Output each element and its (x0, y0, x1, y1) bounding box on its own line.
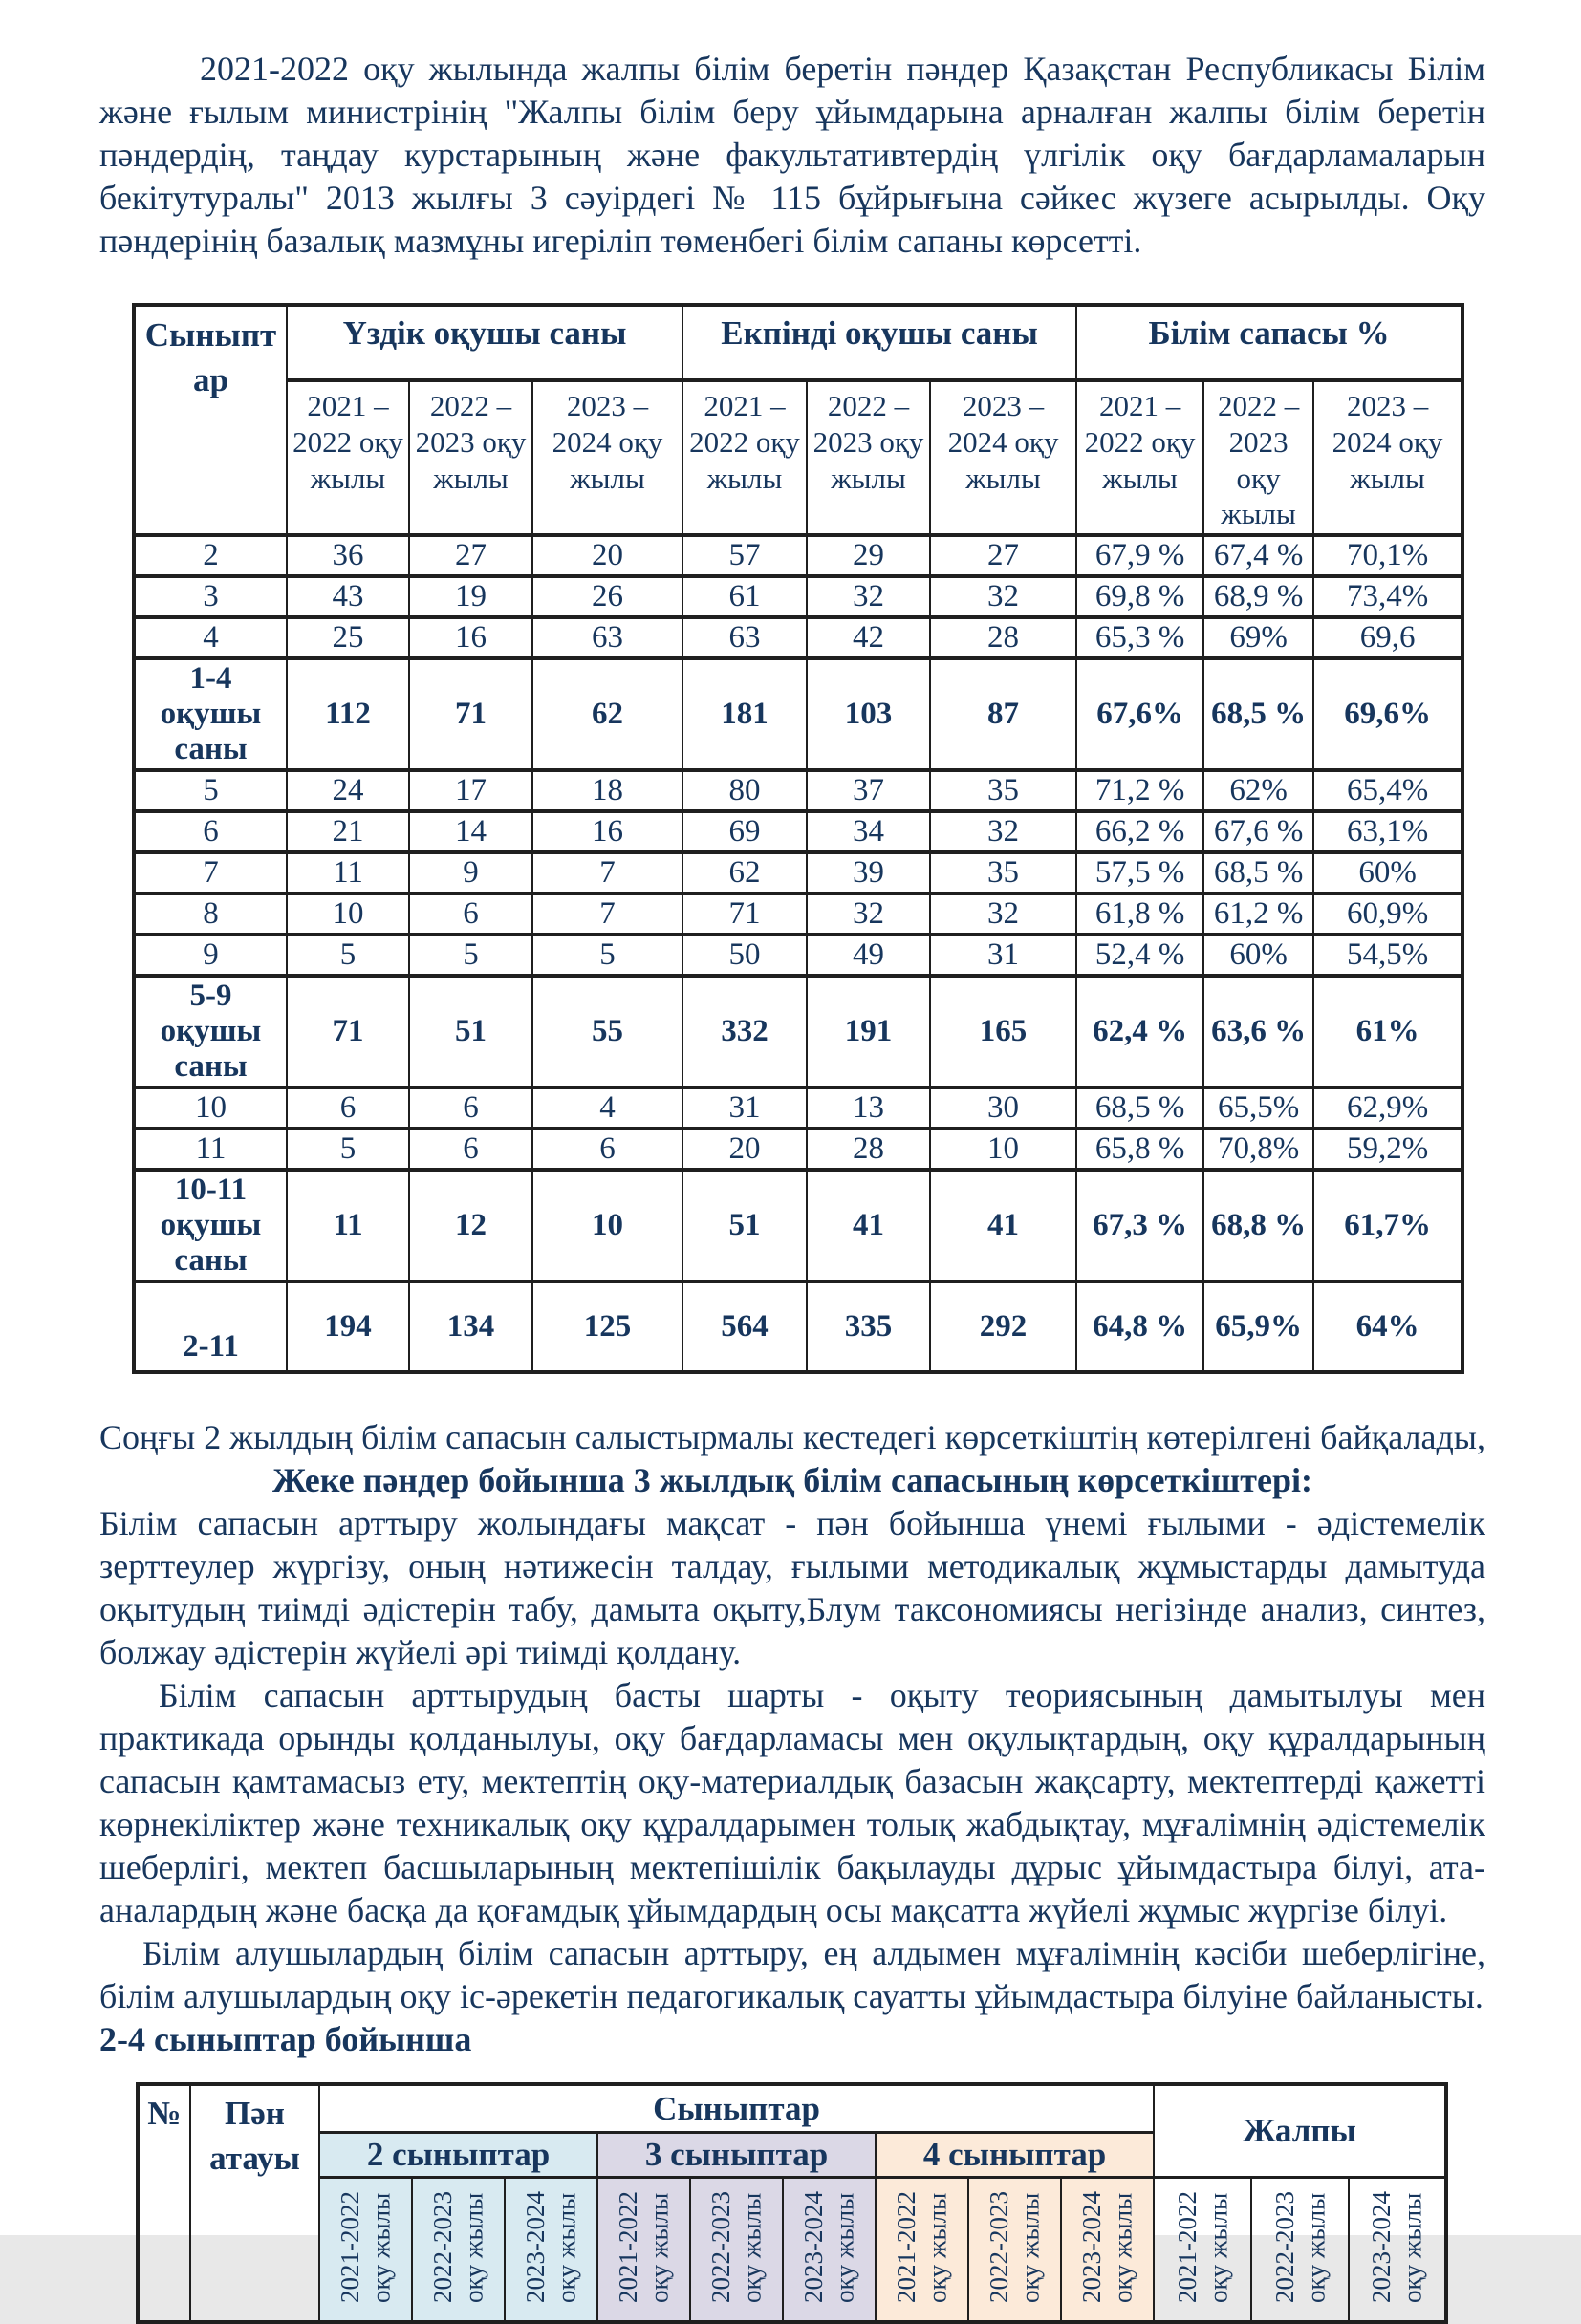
cell-value: 11 (287, 852, 409, 893)
cell-value: 32 (807, 576, 930, 617)
cell-value: 9 (409, 852, 532, 893)
table-row (134, 1087, 1462, 1129)
cell-value: 10 (930, 1129, 1076, 1170)
cell-value: 62% (1203, 770, 1313, 811)
cell-value: 41 (807, 1170, 930, 1281)
cell-value: 80 (682, 770, 807, 811)
cell-value: 69% (1203, 617, 1313, 658)
cell-value: 66,2 % (1076, 811, 1203, 852)
cell-value: 17 (409, 770, 532, 811)
cell-value: 35 (930, 852, 1076, 893)
vertical-year-header: 2022-2023 оқу жылы (1251, 2178, 1349, 2323)
class-column-header: Сыныптар (134, 305, 287, 535)
cell-value: 62 (532, 658, 682, 770)
vertical-year-header: 2022-2023 оқу жылы (968, 2178, 1061, 2323)
cell-value: 26 (532, 576, 682, 617)
table-row (134, 617, 1462, 658)
cell-value: 70,8% (1203, 1129, 1313, 1170)
cell-value: 29 (807, 535, 930, 576)
table-row (134, 811, 1462, 852)
teacher-paragraph: Білім алушылардың білім сапасын арттыру, ең алдымен мұғалімнің кәсіби шеберлігіне, білім алушылардың оқу іс-әрекетін педагогикалық сауатты ұйымдастыра білуіне байланысты. (99, 1933, 1485, 2015)
cell-value: 68,5 % (1203, 852, 1313, 893)
table-row (134, 770, 1462, 811)
year-header: 2021 – 2022 оқу жылы (682, 380, 807, 535)
class-group-header: 3 сыныптар (597, 2133, 876, 2178)
cell-value: 14 (409, 811, 532, 852)
cell-value: 6 (287, 1087, 409, 1129)
cell-value: 63,6 % (1203, 976, 1313, 1087)
cell-value: 19 (409, 576, 532, 617)
cell-value: 6 (409, 1129, 532, 1170)
cell-value: 31 (930, 935, 1076, 976)
table-row (134, 576, 1462, 617)
cell-value: 51 (682, 1170, 807, 1281)
table-row (134, 1170, 1462, 1281)
intro-paragraph: 2021-2022 оқу жылында жалпы білім беретін пәндер Қазақстан Республикасы Білім және ғылым министрінің "Жалпы білім беру ұйымдарына арналған жалпы білім беретін пәндердің, таңдау курстарының және факультативтердің үлгілік оқу бағдарламаларын бекітутуралы" 2013 жылғы 3 сәуірдегі № 115 бұйрығына сәйкес жүзеге асырылды. Оқу пәндерінің базалық мазмұны игеріліп төменбегі білім сапаны көрсетті. (99, 50, 1485, 260)
after-table-line: Соңғы 2 жылдың білім сапасын салыстырмалы кестедегі көрсеткіштің көтерілгені байқалады, (99, 1417, 1485, 1456)
cell-value: 35 (930, 770, 1076, 811)
cell-value: 7 (532, 852, 682, 893)
cell-value: 43 (287, 576, 409, 617)
vertical-year-header: 2022-2023 оқу жылы (412, 2178, 505, 2323)
cell-value: 52,4 % (1076, 935, 1203, 976)
row-label: 2-11 (134, 1281, 287, 1372)
cell-value: 292 (930, 1281, 1076, 1372)
cell-value: 60,9% (1313, 893, 1462, 935)
row-label: 3 (134, 576, 287, 617)
cell-value: 69,6% (1313, 658, 1462, 770)
cell-value: 13 (807, 1087, 930, 1129)
row-label: 6 (134, 811, 287, 852)
row-label: 1-4 оқушы саны (134, 658, 287, 770)
cell-value: 67,6 % (1203, 811, 1313, 852)
cell-value: 55 (532, 976, 682, 1087)
cell-value: 112 (287, 658, 409, 770)
subject-column-header: Пән атауы (190, 2084, 319, 2322)
vertical-year-header: 2022-2023 оқу жылы (690, 2178, 783, 2323)
cell-value: 63 (682, 617, 807, 658)
cell-value: 65,9% (1203, 1281, 1313, 1372)
vertical-year-header: 2023-2024 оқу жылы (783, 2178, 876, 2323)
cell-value: 61,8 % (1076, 893, 1203, 935)
table-row (134, 893, 1462, 935)
cell-value: 69,6 (1313, 617, 1462, 658)
cell-value: 134 (409, 1281, 532, 1372)
cell-value: 32 (930, 811, 1076, 852)
condition-paragraph: Білім сапасын арттырудың басты шарты - оқыту теориясының дамытылуы мен практикада орынды қолданылуы, оқу бағдарламасы мен оқулықтардың, оқу құралдарының сапасын қамтамасыз ету, мектептің оқу-материалдық базасын жақсарту, мектептерді қажетті көрнекіліктер және техникалық оқу құралдарымен толық жабдықтау, мұғалімнің әдістемелік шеберлігі, мектеп басшыларының мектепішілік бақылауды дұрыс ұйымдастыра білуі, ата-аналардың және басқа да қоғамдық ұйымдардың осы мақсатта жүйелі жұмыс жүргізе білуі. (99, 1675, 1485, 1929)
cell-value: 6 (532, 1129, 682, 1170)
cell-value: 62 (682, 852, 807, 893)
cell-value: 332 (682, 976, 807, 1087)
t1-year-row (134, 380, 1462, 535)
cell-value: 20 (532, 535, 682, 576)
cell-value: 125 (532, 1281, 682, 1372)
year-header: 2022 – 2023 оқу жылы (807, 380, 930, 535)
cell-value: 41 (930, 1170, 1076, 1281)
cell-value: 61,7% (1313, 1170, 1462, 1281)
cell-value: 61% (1313, 976, 1462, 1087)
cell-value: 50 (682, 935, 807, 976)
quality-summary-table (132, 303, 1464, 1374)
cell-value: 28 (807, 1129, 930, 1170)
cell-value: 65,8 % (1076, 1129, 1203, 1170)
total-group-header: Жалпы (1154, 2084, 1446, 2178)
cell-value: 62,9% (1313, 1087, 1462, 1129)
cell-value: 27 (930, 535, 1076, 576)
cell-value: 564 (682, 1281, 807, 1372)
cell-value: 68,9 % (1203, 576, 1313, 617)
table-row (134, 658, 1462, 770)
cell-value: 71 (409, 658, 532, 770)
cell-value: 5 (409, 935, 532, 976)
cell-value: 70,1% (1313, 535, 1462, 576)
cell-value: 65,5% (1203, 1087, 1313, 1129)
subject-heading: Жеке пәндер бойынша 3 жылдық білім сапасының көрсеткіштері: (272, 1460, 1312, 1499)
cell-value: 103 (807, 658, 930, 770)
cell-value: 51 (409, 976, 532, 1087)
year-header: 2023 – 2024 оқу жылы (1313, 380, 1462, 535)
cell-value: 27 (409, 535, 532, 576)
cell-value: 61,2 % (1203, 893, 1313, 935)
t2-year-row (138, 2178, 1446, 2323)
class-group-header: 2 сыныптар (319, 2133, 597, 2178)
cell-value: 65,3 % (1076, 617, 1203, 658)
cell-value: 63 (532, 617, 682, 658)
cell-value: 5 (287, 935, 409, 976)
cell-value: 10 (287, 893, 409, 935)
t1-body (134, 535, 1462, 1372)
cell-value: 61 (682, 576, 807, 617)
cell-value: 42 (807, 617, 930, 658)
cell-value: 64% (1313, 1281, 1462, 1372)
cell-value: 69,8 % (1076, 576, 1203, 617)
cell-value: 25 (287, 617, 409, 658)
cell-value: 4 (532, 1087, 682, 1129)
row-label: 8 (134, 893, 287, 935)
cell-value: 32 (930, 893, 1076, 935)
row-label: 2 (134, 535, 287, 576)
cell-value: 7 (532, 893, 682, 935)
table-row (134, 1129, 1462, 1170)
year-header: 2021 – 2022 оқу жылы (1076, 380, 1203, 535)
vertical-year-header: 2023-2024 оқу жылы (505, 2178, 597, 2323)
goal-paragraph: Білім сапасын арттыру жолындағы мақсат - пән бойынша үнемі ғылыми - әдістемелік зерттеулер жүргізу, оның нәтижесін талдау, ғылыми методикалық жұмыстарды дамытуда оқытудың тиімді әдістерін табу, дамыта оқыту,Блум таксономиясы негізінде анализ, синтез, болжау әдістерін жүйелі әрі тиімді қолдану. (99, 1503, 1485, 1671)
cell-value: 12 (409, 1170, 532, 1281)
row-label: 5-9 оқушы саны (134, 976, 287, 1087)
cell-value: 11 (287, 1170, 409, 1281)
cell-value: 49 (807, 935, 930, 976)
vertical-year-header: 2023-2024 оқу жылы (1061, 2178, 1154, 2323)
row-label: 11 (134, 1129, 287, 1170)
cell-value: 57,5 % (1076, 852, 1203, 893)
cell-value: 191 (807, 976, 930, 1087)
cell-value: 5 (287, 1129, 409, 1170)
cell-value: 67,3 % (1076, 1170, 1203, 1281)
cell-value: 87 (930, 658, 1076, 770)
table-row (134, 535, 1462, 576)
year-header: 2022 – 2023 оқу жылы (1203, 380, 1313, 535)
good-students-header: Екпінді оқушы саны (682, 305, 1076, 380)
vertical-year-header: 2021-2022 оқу жылы (1154, 2178, 1251, 2323)
cell-value: 60% (1313, 852, 1462, 893)
cell-value: 20 (682, 1129, 807, 1170)
cell-value: 59,2% (1313, 1129, 1462, 1170)
cell-value: 71 (287, 976, 409, 1087)
year-header: 2023 – 2024 оқу жылы (930, 380, 1076, 535)
cell-value: 67,9 % (1076, 535, 1203, 576)
quality-percent-header: Білім сапасы % (1076, 305, 1462, 380)
cell-value: 71 (682, 893, 807, 935)
cell-value: 39 (807, 852, 930, 893)
year-header: 2022 – 2023 оқу жылы (409, 380, 532, 535)
grades-2-4-table (136, 2082, 1448, 2324)
cell-value: 5 (532, 935, 682, 976)
cell-value: 57 (682, 535, 807, 576)
row-label: 5 (134, 770, 287, 811)
section-title: 2-4 сыныптар бойынша (99, 2019, 472, 2058)
cell-value: 68,5 % (1076, 1087, 1203, 1129)
cell-value: 34 (807, 811, 930, 852)
cell-value: 54,5% (1313, 935, 1462, 976)
cell-value: 181 (682, 658, 807, 770)
cell-value: 10 (532, 1170, 682, 1281)
cell-value: 68,8 % (1203, 1170, 1313, 1281)
row-label: 10-11 оқушы саны (134, 1170, 287, 1281)
excellent-students-header: Үздік оқушы саны (287, 305, 682, 380)
cell-value: 32 (930, 576, 1076, 617)
cell-value: 62,4 % (1076, 976, 1203, 1087)
year-header: 2021 – 2022 оқу жылы (287, 380, 409, 535)
cell-value: 28 (930, 617, 1076, 658)
table-row (134, 1281, 1462, 1372)
cell-value: 16 (532, 811, 682, 852)
row-label: 7 (134, 852, 287, 893)
table-row (134, 852, 1462, 893)
cell-value: 36 (287, 535, 409, 576)
cell-value: 18 (532, 770, 682, 811)
cell-value: 16 (409, 617, 532, 658)
vertical-year-header: 2023-2024 оқу жылы (1349, 2178, 1446, 2323)
cell-value: 63,1% (1313, 811, 1462, 852)
vertical-year-header: 2021-2022 оқу жылы (319, 2178, 412, 2323)
cell-value: 71,2 % (1076, 770, 1203, 811)
row-label: 4 (134, 617, 287, 658)
table-row (134, 935, 1462, 976)
cell-value: 68,5 % (1203, 658, 1313, 770)
cell-value: 67,4 % (1203, 535, 1313, 576)
cell-value: 194 (287, 1281, 409, 1372)
classes-group-header: Сыныптар (319, 2084, 1154, 2133)
cell-value: 67,6% (1076, 658, 1203, 770)
cell-value: 60% (1203, 935, 1313, 976)
row-label: 9 (134, 935, 287, 976)
cell-value: 30 (930, 1087, 1076, 1129)
vertical-year-header: 2021-2022 оқу жылы (876, 2178, 968, 2323)
t1-group-row (134, 305, 1462, 380)
cell-value: 24 (287, 770, 409, 811)
cell-value: 6 (409, 1087, 532, 1129)
t2-top-row (138, 2084, 1446, 2133)
cell-value: 21 (287, 811, 409, 852)
number-column-header: № (138, 2084, 190, 2322)
cell-value: 69 (682, 811, 807, 852)
cell-value: 32 (807, 893, 930, 935)
cell-value: 73,4% (1313, 576, 1462, 617)
table-row (134, 976, 1462, 1087)
cell-value: 65,4% (1313, 770, 1462, 811)
class-group-header: 4 сыныптар (876, 2133, 1154, 2178)
row-label: 10 (134, 1087, 287, 1129)
cell-value: 6 (409, 893, 532, 935)
year-header: 2023 – 2024 оқу жылы (532, 380, 682, 535)
vertical-year-header: 2021-2022 оқу жылы (597, 2178, 690, 2323)
cell-value: 335 (807, 1281, 930, 1372)
cell-value: 64,8 % (1076, 1281, 1203, 1372)
cell-value: 31 (682, 1087, 807, 1129)
cell-value: 165 (930, 976, 1076, 1087)
cell-value: 37 (807, 770, 930, 811)
